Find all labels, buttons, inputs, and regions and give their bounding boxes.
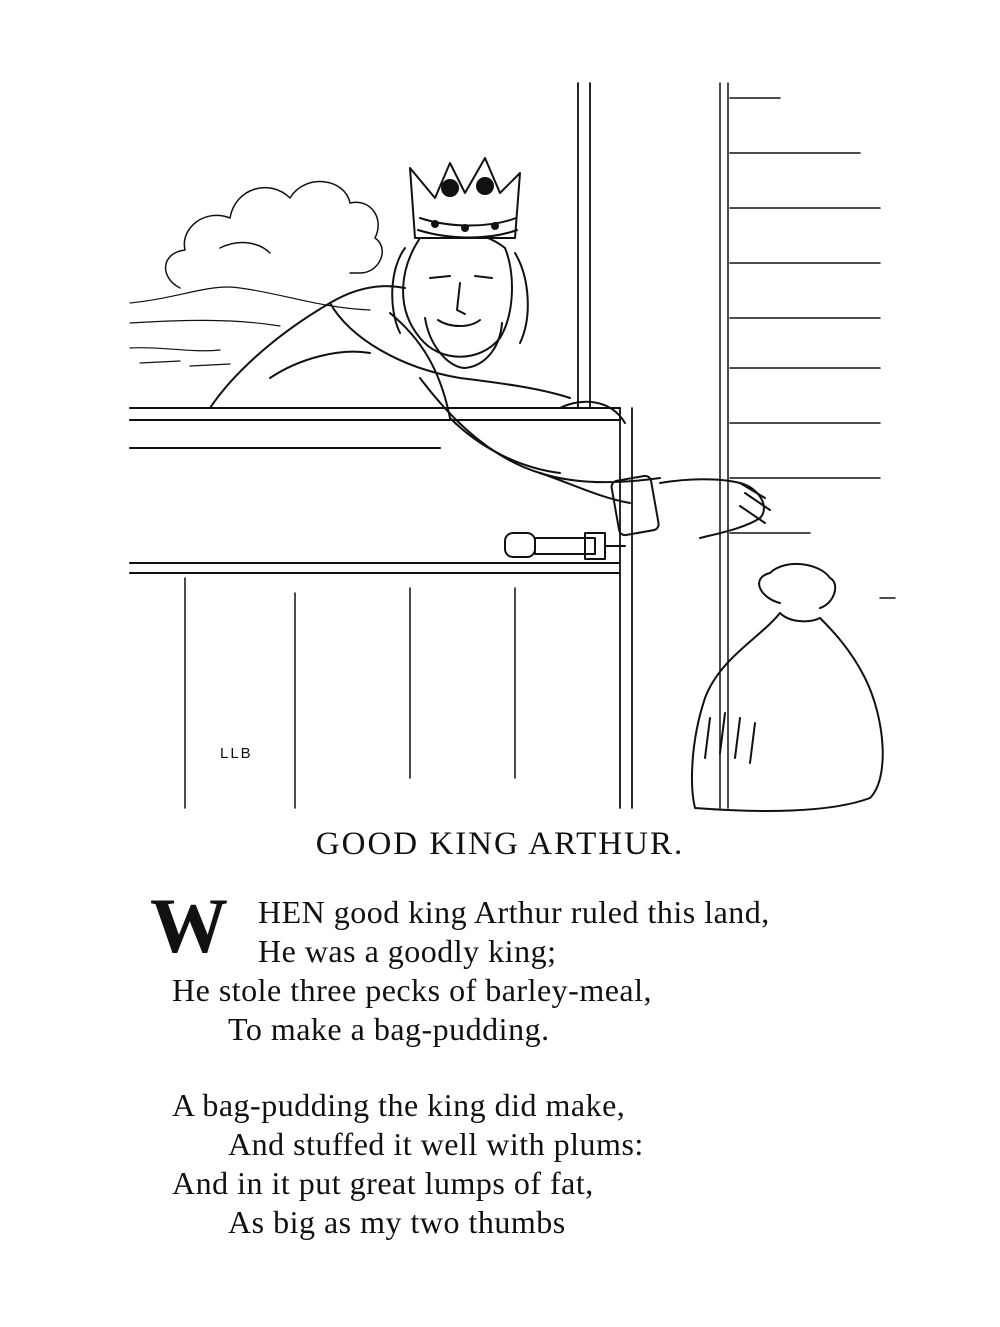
king-robe [210, 286, 660, 482]
poem-title: GOOD KING ARTHUR. [315, 826, 685, 862]
drop-cap: W [150, 882, 228, 969]
king-arthur-illustration [120, 78, 900, 813]
stanza-1-line-1: HEN good king Arthur ruled this land, [258, 894, 770, 930]
stanza-1-line-4: To make a bag-pudding. [228, 1011, 550, 1047]
stanza-2-line-4: As big as my two thumbs [228, 1204, 566, 1240]
stanza-1-line-2: He was a goodly king; [258, 933, 557, 969]
stanza-1-line-3: He stole three pecks of barley-meal, [172, 972, 653, 1008]
stanza-2 [150, 1086, 950, 1242]
cloud [166, 182, 383, 288]
stanza-1 [150, 882, 950, 1049]
stanza-2-line-2: And stuffed it well with plums: [228, 1126, 644, 1162]
crown-icon [410, 158, 520, 238]
stanza-2-line-1: A bag-pudding the king did make, [172, 1087, 626, 1123]
window-ledge [130, 408, 620, 573]
artist-signature: LLB [220, 745, 253, 762]
door-latch [505, 533, 625, 559]
door-frame [578, 83, 632, 808]
king-head [392, 231, 528, 368]
stanza-2-line-3: And in it put great lumps of fat, [172, 1165, 594, 1201]
door-planks [185, 578, 515, 808]
reaching-arm [540, 402, 770, 538]
wall-planks [720, 83, 895, 808]
